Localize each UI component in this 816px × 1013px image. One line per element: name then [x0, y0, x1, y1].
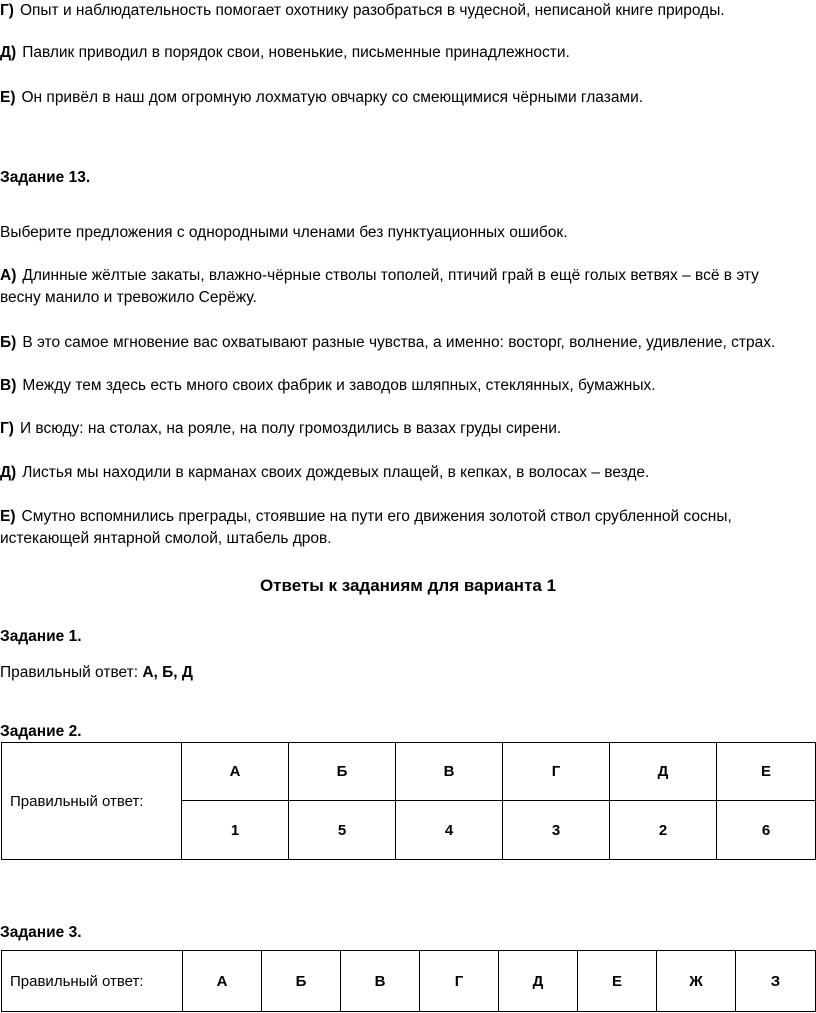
- item-text: И всюду: на столах, на рояле, на полу громоздились в вазах груды сирени.: [19, 420, 562, 437]
- item-label: Б): [0, 334, 17, 351]
- item-label: Г): [0, 420, 14, 437]
- answer3-letter-cell: З: [736, 951, 816, 1012]
- item-text: Павлик приводил в порядок свои, новенькие, письменные принадлежности.: [22, 44, 570, 61]
- answer2-letter-cell: А: [182, 743, 289, 801]
- answer1-line: [0, 662, 193, 684]
- item-text: Смутно вспомнились преграды, стоявшие на пути его движения золотой ствол срубленной сосны, истекающей янтарной смолой, штабель дров.: [0, 508, 732, 547]
- answer2-letter-cell: Б: [289, 743, 396, 801]
- answer3-title: Задание 3.: [0, 924, 82, 941]
- item-label: Г): [0, 2, 14, 19]
- item-text: Опыт и наблюдательность помогает охотнику разобраться в чудесной, неписаной книге природы.: [19, 2, 725, 19]
- answer2-number-cell: 1: [182, 801, 289, 860]
- item-label: Е): [0, 89, 16, 106]
- prev-item-d: [0, 42, 570, 64]
- answer1-title: Задание 1.: [0, 628, 82, 645]
- answer3-letter-cell: В: [341, 951, 420, 1012]
- answers-heading: Ответы к заданиям для варианта 1: [259, 576, 557, 595]
- task13-item-e: [0, 506, 800, 550]
- answer2-letter-cell: Е: [717, 743, 816, 801]
- answer2-letter-cell: Г: [503, 743, 610, 801]
- item-text: Листья мы находили в карманах своих дождевых плащей, в кепках, в волосах – везде.: [22, 464, 650, 481]
- answer2-number-cell: 2: [610, 801, 717, 860]
- task13-item-v: [0, 375, 656, 397]
- answer3-letter-cell: Г: [420, 951, 499, 1012]
- answer3-letter-cell: Е: [578, 951, 657, 1012]
- answer2-number-cell: 3: [503, 801, 610, 860]
- answer2-number-cell: 5: [289, 801, 396, 860]
- task13-title: Задание 13.: [0, 169, 91, 186]
- answer3-letter-cell: Ж: [657, 951, 736, 1012]
- answer2-letter-cell: Д: [610, 743, 717, 801]
- answer3-table: [1, 950, 816, 1012]
- answer2-number-cell: 6: [717, 801, 816, 860]
- answer3-letter-cell: Д: [499, 951, 578, 1012]
- prev-item-e: [0, 87, 643, 109]
- item-text: Длинные жёлтые закаты, влажно-чёрные стволы тополей, птичий грай в ещё голых ветвях – всё в эту весну манило и тревожило Серёжу.: [0, 267, 759, 306]
- answer2-row-label: Правильный ответ:: [2, 743, 182, 860]
- task13-item-b: [0, 332, 775, 354]
- item-text: В это самое мгновение вас охватывают разные чувства, а именно: восторг, волнение, удивление, страх.: [22, 334, 776, 351]
- task13-item-d: [0, 462, 649, 484]
- answer2-number-cell: 4: [396, 801, 503, 860]
- task13-item-a: [0, 265, 800, 309]
- answer1-label: Правильный ответ:: [0, 664, 143, 681]
- answer3-letter-cell: А: [183, 951, 262, 1012]
- prev-item-g: [0, 0, 725, 22]
- answer2-table: [1, 742, 816, 860]
- item-label: А): [0, 267, 17, 284]
- item-text: Между тем здесь есть много своих фабрик и заводов шляпных, стеклянных, бумажных.: [22, 377, 656, 394]
- answer2-letter-cell: В: [396, 743, 503, 801]
- task13-item-g: [0, 418, 561, 440]
- answer1-value: А, Б, Д: [142, 664, 193, 681]
- item-label: Д): [0, 464, 17, 481]
- answer2-title: Задание 2.: [0, 723, 82, 740]
- item-label: Д): [0, 44, 17, 61]
- item-label: Е): [0, 508, 16, 525]
- item-text: Он привёл в наш дом огромную лохматую овчарку со смеющимися чёрными глазами.: [21, 89, 644, 106]
- answer3-row-label: Правильный ответ:: [2, 951, 183, 1012]
- task13-prompt: Выберите предложения с однородными членами без пунктуационных ошибок.: [0, 224, 568, 241]
- answer3-letter-cell: Б: [262, 951, 341, 1012]
- item-label: В): [0, 377, 17, 394]
